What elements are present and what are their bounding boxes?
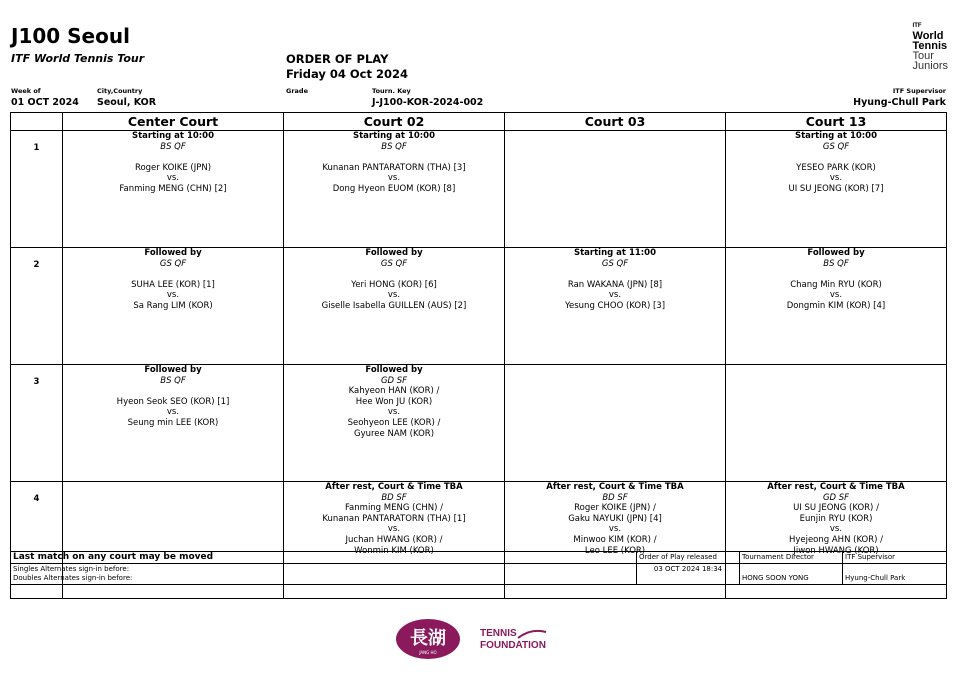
match-row <box>11 131 947 248</box>
match-start-time: After rest, Court & Time TBA <box>325 482 463 492</box>
match-row <box>11 365 947 482</box>
player-name: Ran WAKANA (JPN) [8] <box>567 279 663 290</box>
player-name: Seung min LEE (KOR) <box>127 417 219 428</box>
row-number: 3 <box>11 365 63 482</box>
tour-name: ITF World Tennis Tour <box>11 52 145 65</box>
versus-label: vs. <box>829 173 843 184</box>
match-cell <box>63 131 284 248</box>
match-start-time: Followed by <box>807 248 865 258</box>
match-cell <box>726 365 947 482</box>
logo-line-tour: Tour <box>912 50 934 62</box>
court-header: Center Court <box>63 113 284 131</box>
doubles-alternates: Doubles Alternates sign-in before: <box>13 574 133 582</box>
court-header: Court 13 <box>726 113 947 131</box>
event-code: BS QF <box>823 258 849 269</box>
spacer <box>726 152 946 163</box>
player-name: Dongmin KIM (KOR) [4] <box>786 300 886 311</box>
player-name: Giselle Isabella GUILLEN (AUS) [2] <box>321 300 467 311</box>
versus-label: vs. <box>387 290 401 301</box>
player-name: YESEO PARK (KOR) <box>796 162 876 173</box>
sponsor-swoosh-icon <box>518 631 546 638</box>
versus-label: vs. <box>166 173 180 184</box>
player-name: Juchan HWANG (KOR) / <box>345 534 443 545</box>
player-name: Kahyeon HAN (KOR) / <box>348 386 440 397</box>
last-match-note: Last match on any court may be moved <box>11 552 637 564</box>
match-start-time: Followed by <box>365 365 423 375</box>
event-code: GD SF <box>822 492 850 503</box>
tourn-key-value: J-J100-KOR-2024-002 <box>372 97 484 108</box>
week-label: Week of <box>11 87 41 95</box>
sponsor-emblem-text: 長湖 <box>410 628 446 649</box>
spacer <box>63 386 283 397</box>
match-start-time: Starting at 10:00 <box>132 131 214 141</box>
event-code: BS QF <box>381 141 407 152</box>
match-start-time: After rest, Court & Time TBA <box>767 482 905 492</box>
versus-label: vs. <box>829 290 843 301</box>
player-name: Jiwon HWANG (KOR) <box>793 545 879 556</box>
event-code: GD SF <box>380 375 408 386</box>
itf-logo-mark: ITF <box>912 23 922 29</box>
corner-cell <box>11 113 63 131</box>
event-code: GS QF <box>822 141 850 152</box>
player-name: Leo LEE (KOR) <box>584 545 646 556</box>
sponsor-logo <box>396 618 566 660</box>
director-value: HONG SOON YONG <box>740 564 843 585</box>
logo-line-world: World <box>912 30 944 42</box>
player-name: Kunanan PANTARATORN (THA) [3] <box>322 162 466 173</box>
player-name: Minwoo KIM (KOR) / <box>573 534 657 545</box>
sponsor-emblem-sub: JANG HO <box>419 650 437 655</box>
match-cell <box>284 131 505 248</box>
player-name: Fanming MENG (CHN) [2] <box>119 183 227 194</box>
released-label: Order of Play released <box>637 552 740 564</box>
player-name: UI SU JEONG (KOR) [7] <box>788 183 884 194</box>
match-start-time: Starting at 11:00 <box>574 248 656 258</box>
director-label: Tournament Director <box>740 552 843 564</box>
grade-label: Grade <box>286 87 308 95</box>
jangho-tennis-foundation-logo <box>396 618 566 660</box>
versus-label: vs. <box>387 407 401 418</box>
singles-alternates: Singles Alternates sign-in before: <box>13 565 130 573</box>
row-number: 4 <box>11 482 63 599</box>
versus-label: vs. <box>387 173 401 184</box>
match-cell <box>284 365 505 482</box>
logo-line-juniors: Juniors <box>912 60 948 72</box>
released-value: 03 OCT 2024 18:34 <box>637 564 740 585</box>
tournament-title: J100 Seoul <box>11 24 130 48</box>
order-of-play-title: ORDER OF PLAY <box>286 52 389 66</box>
city-label: City,Country <box>97 87 143 95</box>
supervisor-value: Hyung-Chull Park <box>853 97 946 108</box>
versus-label: vs. <box>166 290 180 301</box>
itf-world-tennis-tour-juniors-logo <box>913 21 948 71</box>
player-name: Seohyeon LEE (KOR) / <box>347 417 441 428</box>
supervisor-value-footer: Hyung-Chull Park <box>843 564 947 585</box>
player-name: Roger KOIKE (JPN) <box>134 162 212 173</box>
court-header: Court 03 <box>505 113 726 131</box>
match-cell <box>284 248 505 365</box>
match-cell <box>505 365 726 482</box>
event-code: GS QF <box>380 258 408 269</box>
match-cell <box>63 365 284 482</box>
player-name: Hyejeong AHN (KOR) / <box>788 534 884 545</box>
match-start-time: After rest, Court & Time TBA <box>546 482 684 492</box>
match-start-time: Starting at 10:00 <box>795 131 877 141</box>
supervisor-label-footer: ITF Supervisor <box>843 552 947 564</box>
footer-table <box>10 551 947 585</box>
versus-label: vs. <box>608 524 622 535</box>
player-name: Kunanan PANTARATORN (THA) [1] <box>322 513 466 524</box>
order-of-play-grid <box>10 112 947 599</box>
event-code: GS QF <box>601 258 629 269</box>
player-name: Eunjin RYU (KOR) <box>799 513 873 524</box>
city-value: Seoul, KOR <box>97 97 157 108</box>
row-number: 1 <box>11 131 63 248</box>
spacer <box>505 269 725 280</box>
supervisor-label: ITF Supervisor <box>892 87 946 95</box>
tourn-key-label: Tourn. Key <box>372 87 411 95</box>
match-cell <box>505 131 726 248</box>
spacer <box>726 269 946 280</box>
order-of-play-date: Friday 04 Oct 2024 <box>286 67 408 81</box>
spacer <box>284 269 504 280</box>
player-name: UI SU JEONG (KOR) / <box>793 503 879 514</box>
match-cell <box>726 131 947 248</box>
match-start-time: Followed by <box>365 248 423 258</box>
player-name: Fanming MENG (CHN) / <box>344 503 444 514</box>
match-row <box>11 248 947 365</box>
versus-label: vs. <box>166 407 180 418</box>
match-cell <box>505 248 726 365</box>
event-code: BS QF <box>160 375 186 386</box>
sponsor-name-line1: TENNIS <box>480 628 517 639</box>
match-start-time: Followed by <box>144 248 202 258</box>
match-cell <box>726 248 947 365</box>
versus-label: vs. <box>829 524 843 535</box>
player-name: Hee Won JU (KOR) <box>355 396 433 407</box>
player-name: Roger KOIKE (JPN) / <box>574 503 656 514</box>
player-name: Yeri HONG (KOR) [6] <box>351 279 437 290</box>
versus-label: vs. <box>608 290 622 301</box>
alternates-info <box>11 564 637 585</box>
spacer <box>63 269 283 280</box>
week-value: 01 OCT 2024 <box>11 97 79 108</box>
player-name: Gaku NAYUKI (JPN) [4] <box>568 513 662 524</box>
row-number: 2 <box>11 248 63 365</box>
match-cell <box>63 248 284 365</box>
match-start-time: Starting at 10:00 <box>353 131 435 141</box>
logo-line-tennis: Tennis <box>912 40 948 52</box>
spacer <box>63 152 283 163</box>
versus-label: vs. <box>387 524 401 535</box>
player-name: Yesung CHOO (KOR) [3] <box>564 300 666 311</box>
court-header: Court 02 <box>284 113 505 131</box>
event-code: BD SF <box>602 492 628 503</box>
spacer <box>284 152 504 163</box>
player-name: Dong Hyeon EUOM (KOR) [8] <box>332 183 456 194</box>
event-code: BD SF <box>381 492 407 503</box>
player-name: Chang Min RYU (KOR) <box>790 279 882 290</box>
player-name: Gyuree NAM (KOR) <box>353 428 435 439</box>
player-name: Wonmin KIM (KOR) <box>354 545 434 556</box>
event-code: BS QF <box>160 141 186 152</box>
event-code: GS QF <box>159 258 187 269</box>
player-name: Sa Rang LIM (KOR) <box>133 300 213 311</box>
player-name: SUHA LEE (KOR) [1] <box>131 279 215 290</box>
match-start-time: Followed by <box>144 365 202 375</box>
player-name: Hyeon Seok SEO (KOR) [1] <box>116 396 230 407</box>
sponsor-name-line2: FOUNDATION <box>480 640 546 651</box>
